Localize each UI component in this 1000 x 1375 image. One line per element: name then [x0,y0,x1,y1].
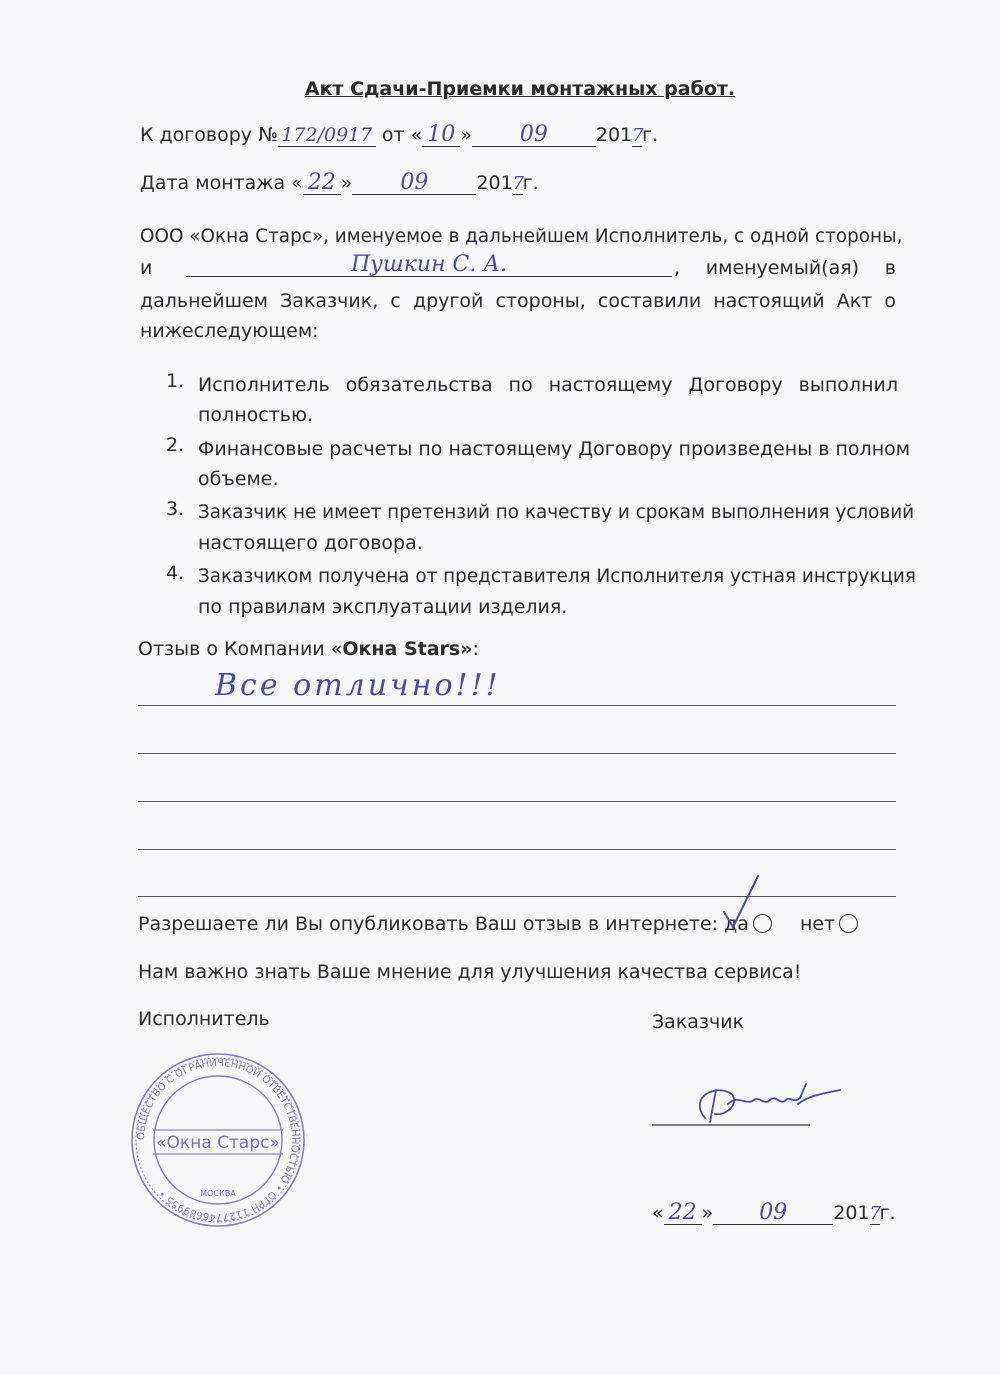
intro-line-2: и Пушкин С. А. , именуемый(ая) в [140,252,896,279]
contract-year-digit[interactable]: 7 [632,125,644,146]
list-item-1-line-2: полностью. [198,404,313,426]
intro-line-3: дальнейшем Заказчик, с другой стороны, составили настоящий Акт о [140,290,896,312]
intro-line-1: ООО «Окна Старс», именуемое в дальнейшем Исполнитель, с одной стороны, [140,226,903,247]
review-handwritten-text: Все отлично!!! [215,668,501,703]
install-year-digit[interactable]: 7 [512,173,525,194]
sign-year-digit[interactable]: 7 [869,1203,881,1224]
customer-signature [650,1070,850,1135]
publish-question: Разрешаете ли Вы опубликовать Ваш отзыв в интернете: да нет [138,913,858,935]
review-line[interactable] [138,896,896,897]
company-stamp [123,1050,313,1230]
customer-label: Заказчик [652,1011,745,1033]
customer-date-line: « 22 » 09 2017г. [652,1200,896,1225]
contract-day-field[interactable]: 10 [422,124,460,147]
review-line[interactable] [138,801,896,802]
review-line[interactable] [138,753,896,754]
customer-name-field[interactable]: Пушкин С. А. [186,254,672,277]
sign-month-field[interactable]: 09 [713,1202,833,1225]
review-line[interactable] [138,849,896,850]
stamp-ring-text: ОБЩЕСТВО С ОГРАНИЧЕННОЙ ОТВЕТСТВЕННОСТЬЮ • ОГРН 1127746689955 • [135,1057,301,1223]
list-item-1-line-1: Исполнитель обязательства по настоящему Договору выполнил [198,374,898,396]
list-item-4-line-2: по правилам эксплуатации изделия. [198,596,568,618]
checkmark-icon [718,872,768,932]
review-label: Отзыв о Компании «Окна Stars»: [138,638,479,660]
contract-line: К договору № 172/0917 от « 10 » 09 2017г. [140,122,659,147]
stamp-city-text: МОСКВА [200,1189,236,1198]
contract-number-field[interactable]: 172/0917 [278,124,376,147]
stamp-center-text: «Окна Старс» [156,1133,280,1153]
install-month-field[interactable]: 09 [352,172,476,195]
list-item-2-line-1: Финансовые расчеты по настоящему Договору произведены в полном [198,438,911,460]
list-item-number: 4. [166,562,185,584]
list-item-number: 3. [166,498,185,520]
list-item-3-line-1: Заказчик не имеет претензий по качеству и срокам выполнения условий [198,502,915,523]
executor-label: Исполнитель [138,1008,270,1030]
document-title: Акт Сдачи-Приемки монтажных работ. [304,78,736,100]
install-day-field[interactable]: 22 [303,172,341,195]
review-line[interactable] [138,705,896,706]
sign-day-field[interactable]: 22 [664,1202,702,1225]
publish-no-radio[interactable] [839,914,858,933]
list-item-3-line-2: настоящего договора. [198,532,423,554]
contract-month-field[interactable]: 09 [472,124,596,147]
list-item-number: 1. [166,370,185,392]
install-date-line: Дата монтажа « 22 » 09 2017г. [140,170,539,195]
list-item-4-line-1: Заказчиком получена от представителя Исполнителя устная инструкция [198,566,916,587]
list-item-number: 2. [166,434,185,456]
intro-line-4: нижеследующем: [140,320,319,342]
service-note: Нам важно знать Ваше мнение для улучшения качества сервиса! [138,961,802,983]
list-item-2-line-2: объеме. [198,468,279,490]
